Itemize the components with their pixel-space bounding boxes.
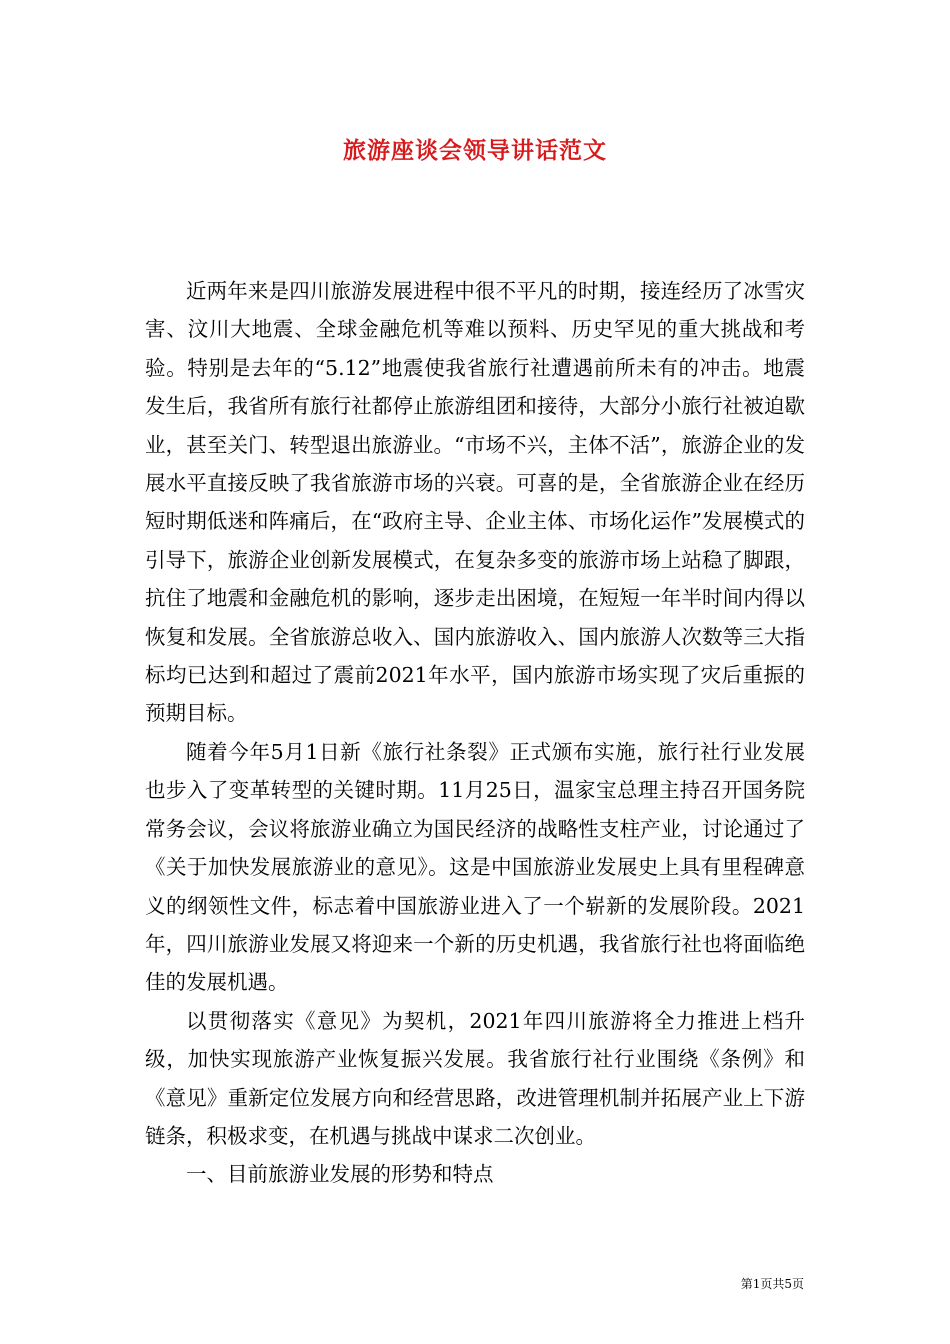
paragraph: 随着今年5月1日新《旅行社条裂》正式颁布实施，旅行社行业发展也步入了变革转型的关键时期。11月25日，温家宝总理主持召开国务院常务会议，会议将旅游业确立为国民经济的战略性支柱产业，讨论通过了《关于加快发展旅游业的意见》。这是中国旅游业发展史上具有里程碑意义的纲领性文件，标志着中国旅游业进入了一个崭新的发展阶段。2021年，四川旅游业发展又将迎来一个新的历史机遇，我省旅行社也将面临绝佳的发展机遇。 xyxy=(145,739,805,995)
document-body xyxy=(145,272,805,1194)
page-number: 第1页共5页 xyxy=(740,1277,804,1291)
paragraph: 近两年来是四川旅游发展进程中很不平凡的时期，接连经历了冰雪灾害、汶川大地震、全球金融危机等难以预料、历史罕见的重大挑战和考验。特别是去年的“5.12”地震使我省旅行社遭遇前所未有的冲击。地震发生后，我省所有旅行社都停止旅游组团和接待，大部分小旅行社被迫歇业，甚至关门、转型退出旅游业。“市场不兴，主体不活”，旅游企业的发展水平直接反映了我省旅游市场的兴衰。可喜的是，全省旅游企业在经历短时期低迷和阵痛后，在“政府主导、企业主体、市场化运作”发展模式的引导下，旅游企业创新发展模式，在复杂多变的旅游市场上站稳了脚跟，抗住了地震和金融危机的影响，逐步走出困境，在短短一年半时间内得以恢复和发展。全省旅游总收入、国内旅游收入、国内旅游人次数等三大指标均已达到和超过了震前2021年水平，国内旅游市场实现了灾后重振的预期目标。 xyxy=(145,279,805,726)
section-heading: 一、目前旅游业发展的形势和特点 xyxy=(186,1162,494,1187)
document-title: 旅游座谈会领导讲话范文 xyxy=(343,137,607,164)
paragraph: 以贯彻落实《意见》为契机，2021年四川旅游将全力推进上档升级，加快实现旅游产业恢复振兴发展。我省旅行社行业围绕《条例》和《意见》重新定位发展方向和经营思路，改进管理机制并拓展产业上下游链条，积极求变，在机遇与挑战中谋求二次创业。 xyxy=(145,1008,805,1148)
